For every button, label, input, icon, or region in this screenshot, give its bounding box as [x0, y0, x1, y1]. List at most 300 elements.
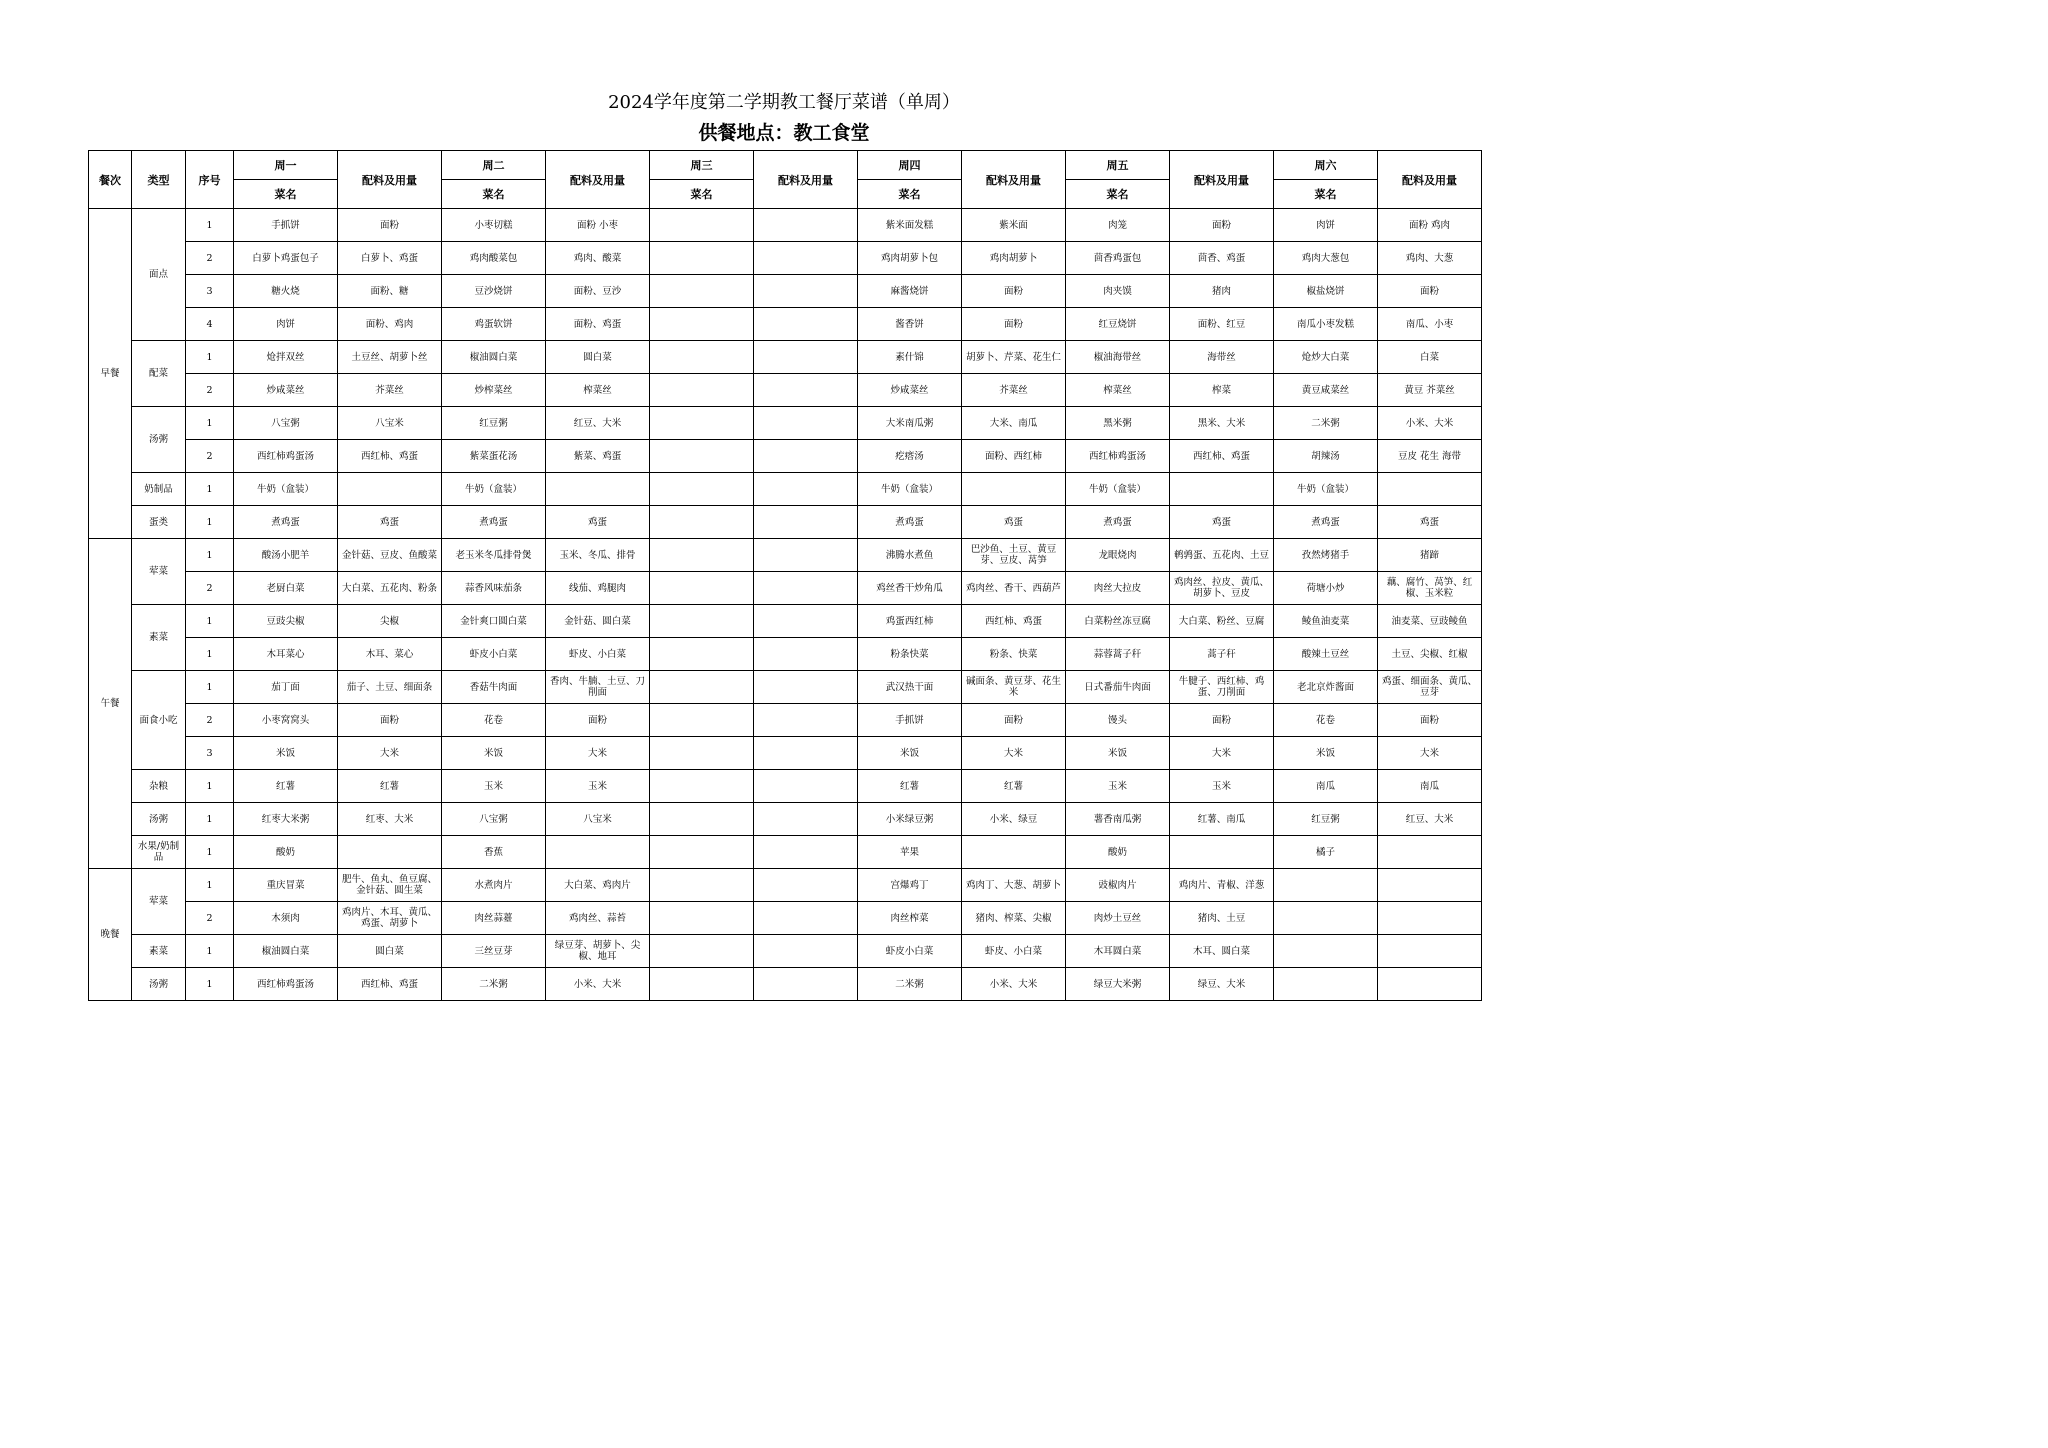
- dish-cell: 酱香饼: [858, 308, 962, 341]
- dish-cell: 木耳圆白菜: [1066, 935, 1170, 968]
- seq-cell: 1: [186, 407, 234, 440]
- ingredients-cell: 面粉、鸡蛋: [546, 308, 650, 341]
- menu-row: [89, 704, 1482, 737]
- dish-cell: 酸奶: [1066, 836, 1170, 869]
- ingredients-cell: 大白菜、五花肉、粉条: [338, 572, 442, 605]
- ingredients-cell: 西红柿、鸡蛋: [338, 440, 442, 473]
- dish-cell: 紫菜蛋花汤: [442, 440, 546, 473]
- menu-row: [89, 869, 1482, 902]
- meal-cell: 晚餐: [89, 869, 132, 1001]
- header-dish-5: 菜名: [1066, 180, 1170, 209]
- ingredients-cell: 大米: [1378, 737, 1482, 770]
- ingredients-cell: 土豆丝、胡萝卜丝: [338, 341, 442, 374]
- dish-cell: 手抓饼: [234, 209, 338, 242]
- ingredients-cell: 茄子、土豆、细面条: [338, 671, 442, 704]
- header-ingredients-1: 配料及用量: [338, 151, 442, 209]
- ingredients-cell: [754, 242, 858, 275]
- dish-cell: 大米南瓜粥: [858, 407, 962, 440]
- ingredients-cell: [1378, 968, 1482, 1001]
- category-cell: 汤粥: [132, 803, 186, 836]
- dish-cell: 肉丝蒜薹: [442, 902, 546, 935]
- ingredients-cell: 红薯: [962, 770, 1066, 803]
- dish-cell: [650, 308, 754, 341]
- ingredients-cell: 大米: [338, 737, 442, 770]
- ingredients-cell: 红薯: [338, 770, 442, 803]
- header-dish-6: 菜名: [1274, 180, 1378, 209]
- ingredients-cell: 鸡蛋: [962, 506, 1066, 539]
- ingredients-cell: [754, 407, 858, 440]
- dish-cell: 茄丁面: [234, 671, 338, 704]
- dish-cell: 椒油圆白菜: [442, 341, 546, 374]
- dish-cell: 牛奶（盒装）: [858, 473, 962, 506]
- menu-table: [88, 150, 1482, 1001]
- dish-cell: [650, 605, 754, 638]
- category-cell: 奶制品: [132, 473, 186, 506]
- ingredients-cell: [1378, 836, 1482, 869]
- category-cell: 素菜: [132, 605, 186, 671]
- dish-cell: 老北京炸酱面: [1274, 671, 1378, 704]
- ingredients-cell: 小米、大米: [962, 968, 1066, 1001]
- header-dish-4: 菜名: [858, 180, 962, 209]
- dish-cell: 酸汤小肥羊: [234, 539, 338, 572]
- dish-cell: 宫爆鸡丁: [858, 869, 962, 902]
- seq-cell: 1: [186, 638, 234, 671]
- dish-cell: 虾皮小白菜: [442, 638, 546, 671]
- dish-cell: 鸡蛋西红柿: [858, 605, 962, 638]
- dish-cell: 二米粥: [858, 968, 962, 1001]
- ingredients-cell: 南瓜: [1378, 770, 1482, 803]
- ingredients-cell: 海带丝: [1170, 341, 1274, 374]
- dish-cell: 米饭: [234, 737, 338, 770]
- ingredients-cell: 面粉: [546, 704, 650, 737]
- dish-cell: [1274, 902, 1378, 935]
- dish-cell: 鸡肉酸菜包: [442, 242, 546, 275]
- seq-cell: 4: [186, 308, 234, 341]
- ingredients-cell: 榨菜丝: [546, 374, 650, 407]
- ingredients-cell: [962, 473, 1066, 506]
- seq-cell: 3: [186, 737, 234, 770]
- dish-cell: [650, 572, 754, 605]
- category-cell: 杂粮: [132, 770, 186, 803]
- ingredients-cell: 绿豆芽、胡萝卜、尖椒、地耳: [546, 935, 650, 968]
- menu-row: [89, 209, 1482, 242]
- ingredients-cell: 芥菜丝: [962, 374, 1066, 407]
- dish-cell: [650, 869, 754, 902]
- seq-cell: 1: [186, 506, 234, 539]
- dish-cell: 肉饼: [234, 308, 338, 341]
- dish-cell: 茴香鸡蛋包: [1066, 242, 1170, 275]
- dish-cell: [650, 704, 754, 737]
- dish-cell: 豆豉尖椒: [234, 605, 338, 638]
- dish-cell: [650, 374, 754, 407]
- page-subtitle: 供餐地点：教工食堂: [698, 122, 870, 144]
- ingredients-cell: 面粉: [1170, 704, 1274, 737]
- dish-cell: 二米粥: [1274, 407, 1378, 440]
- ingredients-cell: 巴沙鱼、土豆、黄豆芽、豆皮、莴笋: [962, 539, 1066, 572]
- ingredients-cell: 白菜: [1378, 341, 1482, 374]
- ingredients-cell: 胡萝卜、芹菜、花生仁: [962, 341, 1066, 374]
- dish-cell: [1274, 968, 1378, 1001]
- ingredients-cell: [962, 836, 1066, 869]
- seq-cell: 1: [186, 968, 234, 1001]
- dish-cell: 二米粥: [442, 968, 546, 1001]
- seq-cell: 1: [186, 770, 234, 803]
- ingredients-cell: 白萝卜、鸡蛋: [338, 242, 442, 275]
- dish-cell: 红豆烧饼: [1066, 308, 1170, 341]
- ingredients-cell: [754, 869, 858, 902]
- dish-cell: 炝炒大白菜: [1274, 341, 1378, 374]
- ingredients-cell: [1378, 473, 1482, 506]
- ingredients-cell: 面粉: [1378, 275, 1482, 308]
- ingredients-cell: 小米、大米: [546, 968, 650, 1001]
- dish-cell: 日式番茄牛肉面: [1066, 671, 1170, 704]
- ingredients-cell: 面粉: [338, 209, 442, 242]
- dish-cell: 疙瘩汤: [858, 440, 962, 473]
- ingredients-cell: 小米、大米: [1378, 407, 1482, 440]
- dish-cell: 胡辣汤: [1274, 440, 1378, 473]
- dish-cell: 鸡肉大葱包: [1274, 242, 1378, 275]
- dish-cell: 白菜粉丝冻豆腐: [1066, 605, 1170, 638]
- ingredients-cell: 面粉: [962, 308, 1066, 341]
- ingredients-cell: 小米、绿豆: [962, 803, 1066, 836]
- ingredients-cell: [338, 473, 442, 506]
- ingredients-cell: 面粉、鸡肉: [338, 308, 442, 341]
- dish-cell: 孜然烤猪手: [1274, 539, 1378, 572]
- dish-cell: 米饭: [858, 737, 962, 770]
- dish-cell: 椒盐烧饼: [1274, 275, 1378, 308]
- dish-cell: 煮鸡蛋: [442, 506, 546, 539]
- dish-cell: 牛奶（盒装）: [234, 473, 338, 506]
- ingredients-cell: [754, 935, 858, 968]
- ingredients-cell: 鸡肉片、木耳、黄瓜、鸡蛋、胡萝卜: [338, 902, 442, 935]
- ingredients-cell: 鸡肉丝、香干、西葫芦: [962, 572, 1066, 605]
- menu-row: [89, 605, 1482, 638]
- ingredients-cell: 粉条、快菜: [962, 638, 1066, 671]
- ingredients-cell: 榨菜: [1170, 374, 1274, 407]
- dish-cell: [650, 737, 754, 770]
- ingredients-cell: [754, 968, 858, 1001]
- category-cell: 水果/奶制品: [132, 836, 186, 869]
- dish-cell: 酸辣土豆丝: [1274, 638, 1378, 671]
- ingredients-cell: [754, 308, 858, 341]
- ingredients-cell: 木耳、圆白菜: [1170, 935, 1274, 968]
- ingredients-cell: 玉米: [1170, 770, 1274, 803]
- dish-cell: 肉丝榨菜: [858, 902, 962, 935]
- dish-cell: [650, 968, 754, 1001]
- dish-cell: 小米绿豆粥: [858, 803, 962, 836]
- dish-cell: 炒咸菜丝: [858, 374, 962, 407]
- ingredients-cell: 虾皮、小白菜: [546, 638, 650, 671]
- dish-cell: [650, 671, 754, 704]
- ingredients-cell: 面粉、红豆: [1170, 308, 1274, 341]
- dish-cell: 沸腾水煮鱼: [858, 539, 962, 572]
- dish-cell: 黄豆咸菜丝: [1274, 374, 1378, 407]
- seq-cell: 1: [186, 605, 234, 638]
- ingredients-cell: 金针菇、圆白菜: [546, 605, 650, 638]
- dish-cell: [650, 209, 754, 242]
- dish-cell: 鸡丝香干炒角瓜: [858, 572, 962, 605]
- category-cell: 配菜: [132, 341, 186, 407]
- dish-cell: [650, 275, 754, 308]
- menu-row: [89, 374, 1482, 407]
- ingredients-cell: 鸡蛋: [546, 506, 650, 539]
- ingredients-cell: 南瓜、小枣: [1378, 308, 1482, 341]
- ingredients-cell: 面粉、豆沙: [546, 275, 650, 308]
- ingredients-cell: 红薯、南瓜: [1170, 803, 1274, 836]
- dish-cell: [650, 341, 754, 374]
- dish-cell: 素什锦: [858, 341, 962, 374]
- ingredients-cell: 鸡蛋: [1170, 506, 1274, 539]
- seq-cell: 3: [186, 275, 234, 308]
- ingredients-cell: [1378, 935, 1482, 968]
- dish-cell: 酸奶: [234, 836, 338, 869]
- dish-cell: 椒油圆白菜: [234, 935, 338, 968]
- dish-cell: 红薯: [858, 770, 962, 803]
- dish-cell: 绿豆大米粥: [1066, 968, 1170, 1001]
- dish-cell: 煮鸡蛋: [1066, 506, 1170, 539]
- dish-cell: 炝拌双丝: [234, 341, 338, 374]
- header-type: 类型: [132, 151, 186, 209]
- dish-cell: 西红柿鸡蛋汤: [234, 440, 338, 473]
- ingredients-cell: 鸡肉丝、拉皮、黄瓜、胡萝卜、豆皮: [1170, 572, 1274, 605]
- header-day-1: 周一: [234, 151, 338, 180]
- ingredients-cell: [1170, 473, 1274, 506]
- ingredients-cell: 面粉 小枣: [546, 209, 650, 242]
- ingredients-cell: [1170, 836, 1274, 869]
- dish-cell: [650, 506, 754, 539]
- dish-cell: 薯香南瓜粥: [1066, 803, 1170, 836]
- dish-cell: [650, 638, 754, 671]
- ingredients-cell: 面粉、糖: [338, 275, 442, 308]
- seq-cell: 2: [186, 242, 234, 275]
- header-ingredients-2: 配料及用量: [546, 151, 650, 209]
- dish-cell: [650, 407, 754, 440]
- ingredients-cell: 鸡肉胡萝卜: [962, 242, 1066, 275]
- category-cell: 面食小吃: [132, 671, 186, 770]
- menu-row: [89, 407, 1482, 440]
- dish-cell: 玉米: [442, 770, 546, 803]
- header-row-days: [89, 151, 1482, 180]
- ingredients-cell: 大米: [1170, 737, 1274, 770]
- ingredients-cell: 面粉: [962, 704, 1066, 737]
- category-cell: 荤菜: [132, 539, 186, 605]
- seq-cell: 1: [186, 803, 234, 836]
- ingredients-cell: [754, 902, 858, 935]
- ingredients-cell: [754, 506, 858, 539]
- ingredients-cell: 红豆、大米: [1378, 803, 1482, 836]
- ingredients-cell: 八宝米: [338, 407, 442, 440]
- dish-cell: 水煮肉片: [442, 869, 546, 902]
- ingredients-cell: 大白菜、粉丝、豆腐: [1170, 605, 1274, 638]
- dish-cell: 老厨白菜: [234, 572, 338, 605]
- dish-cell: 白萝卜鸡蛋包子: [234, 242, 338, 275]
- dish-cell: 老玉米冬瓜排骨煲: [442, 539, 546, 572]
- ingredients-cell: [546, 473, 650, 506]
- menu-row: [89, 671, 1482, 704]
- seq-cell: 2: [186, 902, 234, 935]
- ingredients-cell: [546, 836, 650, 869]
- dish-cell: 牛奶（盒装）: [1274, 473, 1378, 506]
- dish-cell: 肉饼: [1274, 209, 1378, 242]
- seq-cell: 1: [186, 539, 234, 572]
- ingredients-cell: 黑米、大米: [1170, 407, 1274, 440]
- seq-cell: 1: [186, 209, 234, 242]
- dish-cell: 炒榨菜丝: [442, 374, 546, 407]
- ingredients-cell: [754, 770, 858, 803]
- seq-cell: 2: [186, 374, 234, 407]
- dish-cell: 西红柿鸡蛋汤: [1066, 440, 1170, 473]
- ingredients-cell: 豆皮 花生 海带: [1378, 440, 1482, 473]
- ingredients-cell: 紫米面: [962, 209, 1066, 242]
- header-day-4: 周四: [858, 151, 962, 180]
- dish-cell: [650, 539, 754, 572]
- seq-cell: 1: [186, 836, 234, 869]
- ingredients-cell: 油麦菜、豆豉鲮鱼: [1378, 605, 1482, 638]
- ingredients-cell: 鸡蛋: [1378, 506, 1482, 539]
- ingredients-cell: [754, 539, 858, 572]
- dish-cell: 重庆冒菜: [234, 869, 338, 902]
- ingredients-cell: [338, 836, 442, 869]
- ingredients-cell: 西红柿、鸡蛋: [1170, 440, 1274, 473]
- ingredients-cell: 面粉: [1378, 704, 1482, 737]
- dish-cell: [650, 242, 754, 275]
- ingredients-cell: [754, 836, 858, 869]
- dish-cell: 花卷: [442, 704, 546, 737]
- ingredients-cell: 尖椒: [338, 605, 442, 638]
- category-cell: 面点: [132, 209, 186, 341]
- dish-cell: 鸡肉胡萝卜包: [858, 242, 962, 275]
- header-seq: 序号: [186, 151, 234, 209]
- dish-cell: 三丝豆芽: [442, 935, 546, 968]
- ingredients-cell: 紫菜、鸡蛋: [546, 440, 650, 473]
- ingredients-cell: 猪蹄: [1378, 539, 1482, 572]
- menu-row: [89, 308, 1482, 341]
- category-cell: 蛋类: [132, 506, 186, 539]
- seq-cell: 2: [186, 704, 234, 737]
- ingredients-cell: 红豆、大米: [546, 407, 650, 440]
- ingredients-cell: 鸡肉丁、大葱、胡萝卜: [962, 869, 1066, 902]
- dish-cell: 椒油海带丝: [1066, 341, 1170, 374]
- ingredients-cell: [754, 638, 858, 671]
- seq-cell: 1: [186, 341, 234, 374]
- ingredients-cell: 鸡肉、大葱: [1378, 242, 1482, 275]
- header-day-2: 周二: [442, 151, 546, 180]
- ingredients-cell: [754, 473, 858, 506]
- ingredients-cell: 线茄、鸡腿肉: [546, 572, 650, 605]
- seq-cell: 2: [186, 440, 234, 473]
- dish-cell: [650, 935, 754, 968]
- dish-cell: [650, 836, 754, 869]
- ingredients-cell: 面粉 鸡肉: [1378, 209, 1482, 242]
- ingredients-cell: 猪肉、土豆: [1170, 902, 1274, 935]
- header-meal: 餐次: [89, 151, 132, 209]
- ingredients-cell: 鸡蛋: [338, 506, 442, 539]
- ingredients-cell: 面粉: [338, 704, 442, 737]
- dish-cell: 南瓜小枣发糕: [1274, 308, 1378, 341]
- ingredients-cell: 圆白菜: [338, 935, 442, 968]
- dish-cell: 香蕉: [442, 836, 546, 869]
- dish-cell: 牛奶（盒装）: [442, 473, 546, 506]
- ingredients-cell: [754, 737, 858, 770]
- dish-cell: 炒咸菜丝: [234, 374, 338, 407]
- header-dish-2: 菜名: [442, 180, 546, 209]
- dish-cell: 荷塘小炒: [1274, 572, 1378, 605]
- dish-cell: 鲮鱼油麦菜: [1274, 605, 1378, 638]
- dish-cell: 花卷: [1274, 704, 1378, 737]
- ingredients-cell: 肥牛、鱼丸、鱼豆腐、金针菇、圆生菜: [338, 869, 442, 902]
- dish-cell: 橘子: [1274, 836, 1378, 869]
- ingredients-cell: 大白菜、鸡肉片: [546, 869, 650, 902]
- dish-cell: 木须肉: [234, 902, 338, 935]
- header-day-6: 周六: [1274, 151, 1378, 180]
- ingredients-cell: [754, 803, 858, 836]
- dish-cell: 麻酱烧饼: [858, 275, 962, 308]
- ingredients-cell: [754, 374, 858, 407]
- dish-cell: 玉米: [1066, 770, 1170, 803]
- ingredients-cell: [1378, 902, 1482, 935]
- menu-body: [89, 209, 1482, 1001]
- menu-row: [89, 572, 1482, 605]
- ingredients-cell: 藕、腐竹、莴笋、红椒、玉米粒: [1378, 572, 1482, 605]
- dish-cell: 煮鸡蛋: [234, 506, 338, 539]
- ingredients-cell: 茴香、鸡蛋: [1170, 242, 1274, 275]
- dish-cell: 红豆粥: [442, 407, 546, 440]
- seq-cell: 1: [186, 869, 234, 902]
- ingredients-cell: [1378, 869, 1482, 902]
- ingredients-cell: 八宝米: [546, 803, 650, 836]
- dish-cell: 蒜蓉蒿子秆: [1066, 638, 1170, 671]
- dish-cell: 豆沙烧饼: [442, 275, 546, 308]
- meal-cell: 午餐: [89, 539, 132, 869]
- dish-cell: 馒头: [1066, 704, 1170, 737]
- dish-cell: [650, 473, 754, 506]
- dish-cell: 煮鸡蛋: [1274, 506, 1378, 539]
- seq-cell: 1: [186, 935, 234, 968]
- ingredients-cell: 虾皮、小白菜: [962, 935, 1066, 968]
- ingredients-cell: 大米: [546, 737, 650, 770]
- dish-cell: 紫米面发糕: [858, 209, 962, 242]
- seq-cell: 1: [186, 473, 234, 506]
- dish-cell: 豉椒肉片: [1066, 869, 1170, 902]
- dish-cell: 肉夹馍: [1066, 275, 1170, 308]
- dish-cell: 香菇牛肉面: [442, 671, 546, 704]
- dish-cell: 金针爽口圆白菜: [442, 605, 546, 638]
- ingredients-cell: [754, 440, 858, 473]
- category-cell: 素菜: [132, 935, 186, 968]
- dish-cell: 红薯: [234, 770, 338, 803]
- dish-cell: 红豆粥: [1274, 803, 1378, 836]
- dish-cell: 苹果: [858, 836, 962, 869]
- menu-row: [89, 968, 1482, 1001]
- ingredients-cell: 碱面条、黄豆芽、花生米: [962, 671, 1066, 704]
- header-day-3: 周三: [650, 151, 754, 180]
- dish-cell: 木耳菜心: [234, 638, 338, 671]
- ingredients-cell: 香肉、牛腩、土豆、刀削面: [546, 671, 650, 704]
- dish-cell: 红枣大米粥: [234, 803, 338, 836]
- menu-row: [89, 836, 1482, 869]
- ingredients-cell: 圆白菜: [546, 341, 650, 374]
- header-ingredients-5: 配料及用量: [1170, 151, 1274, 209]
- category-cell: 荤菜: [132, 869, 186, 935]
- ingredients-cell: [754, 341, 858, 374]
- dish-cell: 米饭: [1274, 737, 1378, 770]
- dish-cell: [650, 770, 754, 803]
- ingredients-cell: 面粉: [1170, 209, 1274, 242]
- seq-cell: 1: [186, 671, 234, 704]
- menu-row: [89, 902, 1482, 935]
- dish-cell: 粉条快菜: [858, 638, 962, 671]
- ingredients-cell: 鸡蛋、细面条、黄瓜、豆芽: [1378, 671, 1482, 704]
